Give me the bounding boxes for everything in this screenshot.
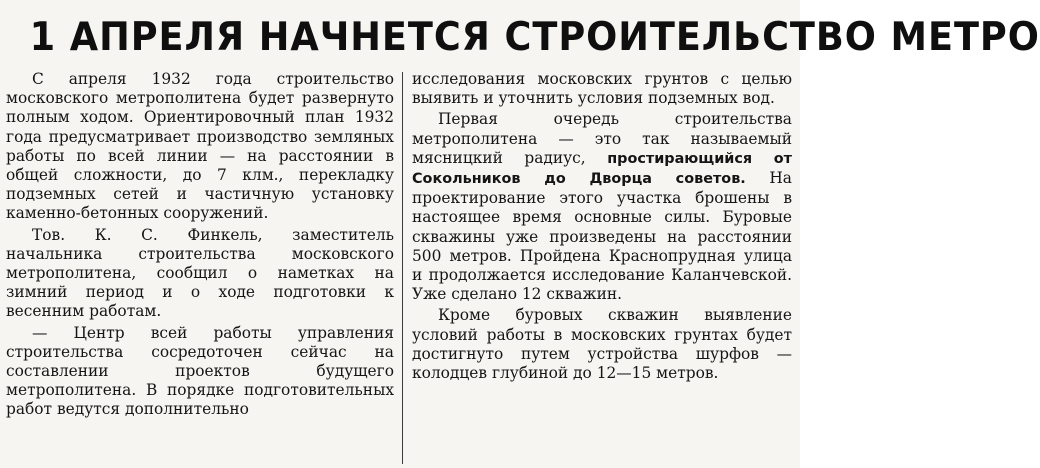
paragraph-4-bold: простирающийся от Сокольников до Дворца советов. <box>412 150 792 188</box>
paragraph-3: — Центр всей работы управления строительства сосредоточен сейчас на составлении проектов будущего метрополитена. В порядке подготовительных работ ведутся дополнительно <box>6 323 394 419</box>
article-headline: 1 АПРЕЛЯ НАЧНЕТСЯ СТРОИТЕЛЬСТВО МЕТРО <box>29 15 1040 60</box>
paragraph-4-start: Первая очередь строительства метрополитена — это так называемый мясницкий радиус, <box>412 110 792 167</box>
paragraph-4 <box>412 110 792 304</box>
paragraph-4-end: На проектирование этого участка брошены в настоящее время основные силы. Буровые скважины уже произведены на расстоянии 500 метров. Пройдена Краснопрудная улица и продолжается исследование Каланчевской. Уже сделано 12 скважин. <box>412 169 792 304</box>
column-divider <box>402 72 403 464</box>
paragraph-1: С апреля 1932 года строительство московского метрополитена будет развернуто полным ходом. Ориентировочный план 1932 года предусматривает производство земляных работы по всей линии — на расстоянии в общей сложности, до 7 клм., перекладку подземных сетей и частичную установку каменно-бетонных сооружений. <box>6 70 394 223</box>
paragraph-2: Тов. К. С. Финкель, заместитель начальника строительства московского метрополитена, сообщил о наметках на зимний период и о ходе подготовки к весенним работам. <box>6 225 394 321</box>
paragraph-5: Кроме буровых скважин выявление условий работы в московских грунтах будет достигнуто путем устройства шурфов — колодцев глубиной до 12—15 метров. <box>412 306 792 383</box>
article-column-left <box>6 70 394 466</box>
article-column-right <box>412 70 792 466</box>
paragraph-continuation: исследования московских грунтов с целью выявить и уточнить условия подземных вод. <box>412 70 792 108</box>
